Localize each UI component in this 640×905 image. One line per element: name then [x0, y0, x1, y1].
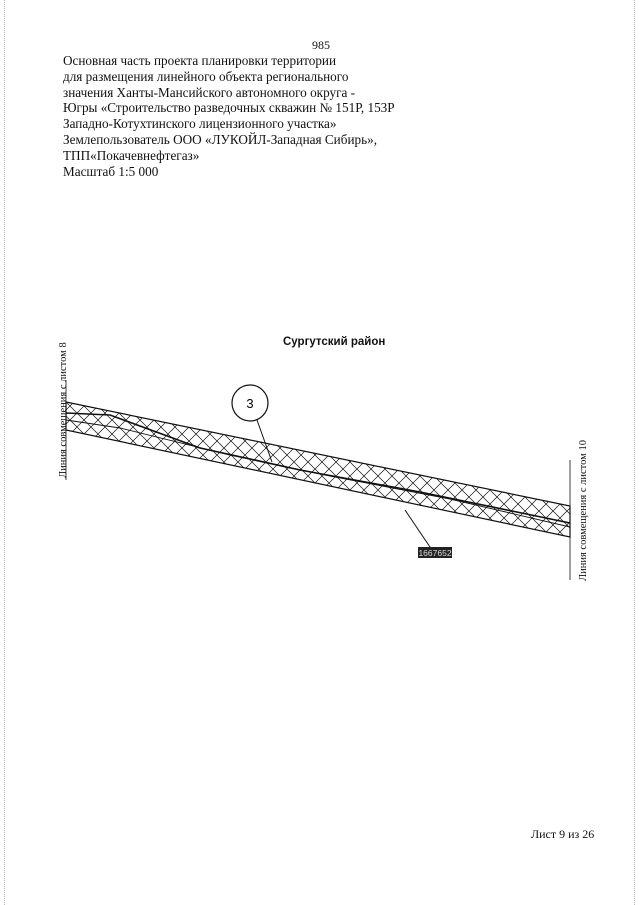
parcel-label: 1667652: [418, 548, 452, 558]
right-of-way-corridor: [66, 402, 570, 537]
sheet-number-label: Лист 9 из 26: [531, 827, 595, 841]
header-line: Западно-Котухтинского лицензионного участка»: [63, 116, 337, 132]
header-line: Основная часть проекта планировки территории: [63, 53, 337, 68]
header-line: Югры «Строительство разведочных скважин № 151Р, 153Р: [63, 100, 395, 116]
callout-number: 3: [246, 396, 254, 411]
scale-label: Масштаб 1:5 000: [63, 163, 159, 179]
page-number: 985: [312, 38, 330, 52]
header-line: Землепользователь ООО «ЛУКОЙЛ-Западная Сибирь»,: [63, 131, 378, 147]
match-line-right-label: Линия совмещения с листом 10: [578, 440, 589, 581]
header-line: для размещения линейного объекта регионального: [63, 68, 349, 84]
match-line-left-label: Линия совмещения с листом 8: [58, 342, 69, 478]
parcel-leader: [405, 510, 432, 550]
header-line: значения Ханты-Мансийского автономного округа -: [63, 84, 356, 100]
region-label: Сургутский район: [283, 336, 386, 348]
header-line: ТПП«Покачевнефтегаз»: [63, 147, 200, 163]
